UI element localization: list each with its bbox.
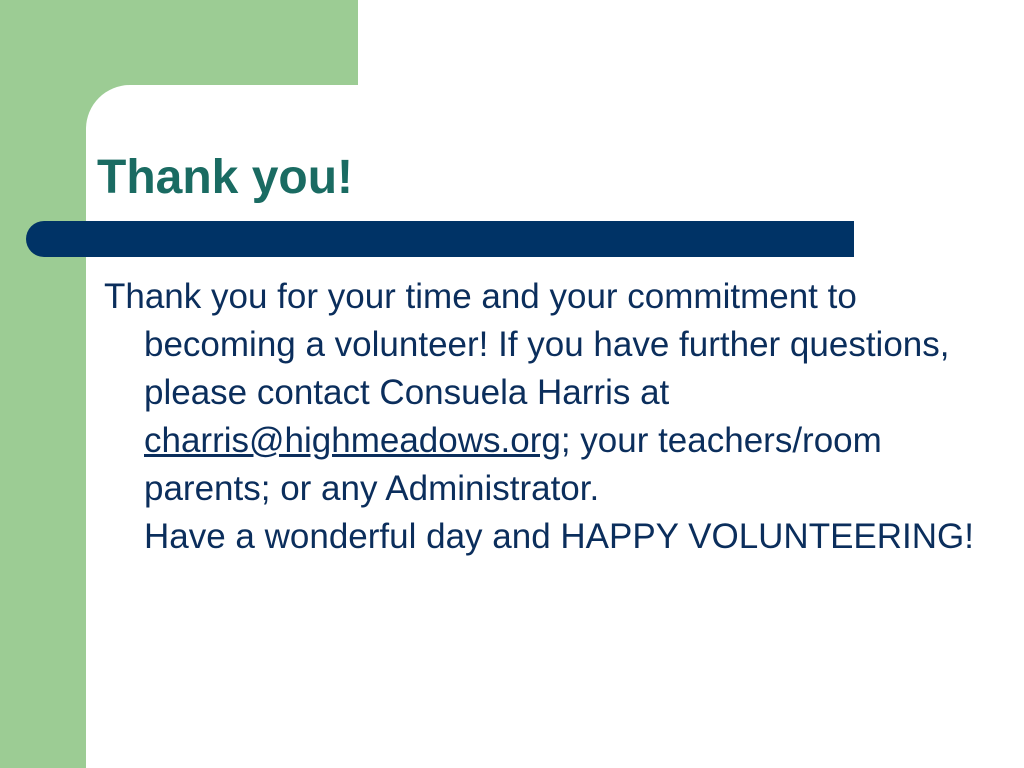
slide-title: Thank you! bbox=[97, 151, 354, 204]
body-paragraph bbox=[104, 273, 984, 561]
body-text-intro: Thank you for your time and your commitment to becoming a volunteer! If you have further questions, please contact Consuela Harris at bbox=[104, 277, 950, 412]
body-text-contacts: ; your teachers/room parents; or any Administrator. bbox=[144, 421, 882, 508]
title-accent-bar bbox=[26, 221, 854, 257]
email-link[interactable]: charris@highmeadows.org bbox=[144, 421, 561, 460]
body-text-closing: Have a wonderful day and HAPPY VOLUNTEERING! bbox=[144, 517, 975, 556]
